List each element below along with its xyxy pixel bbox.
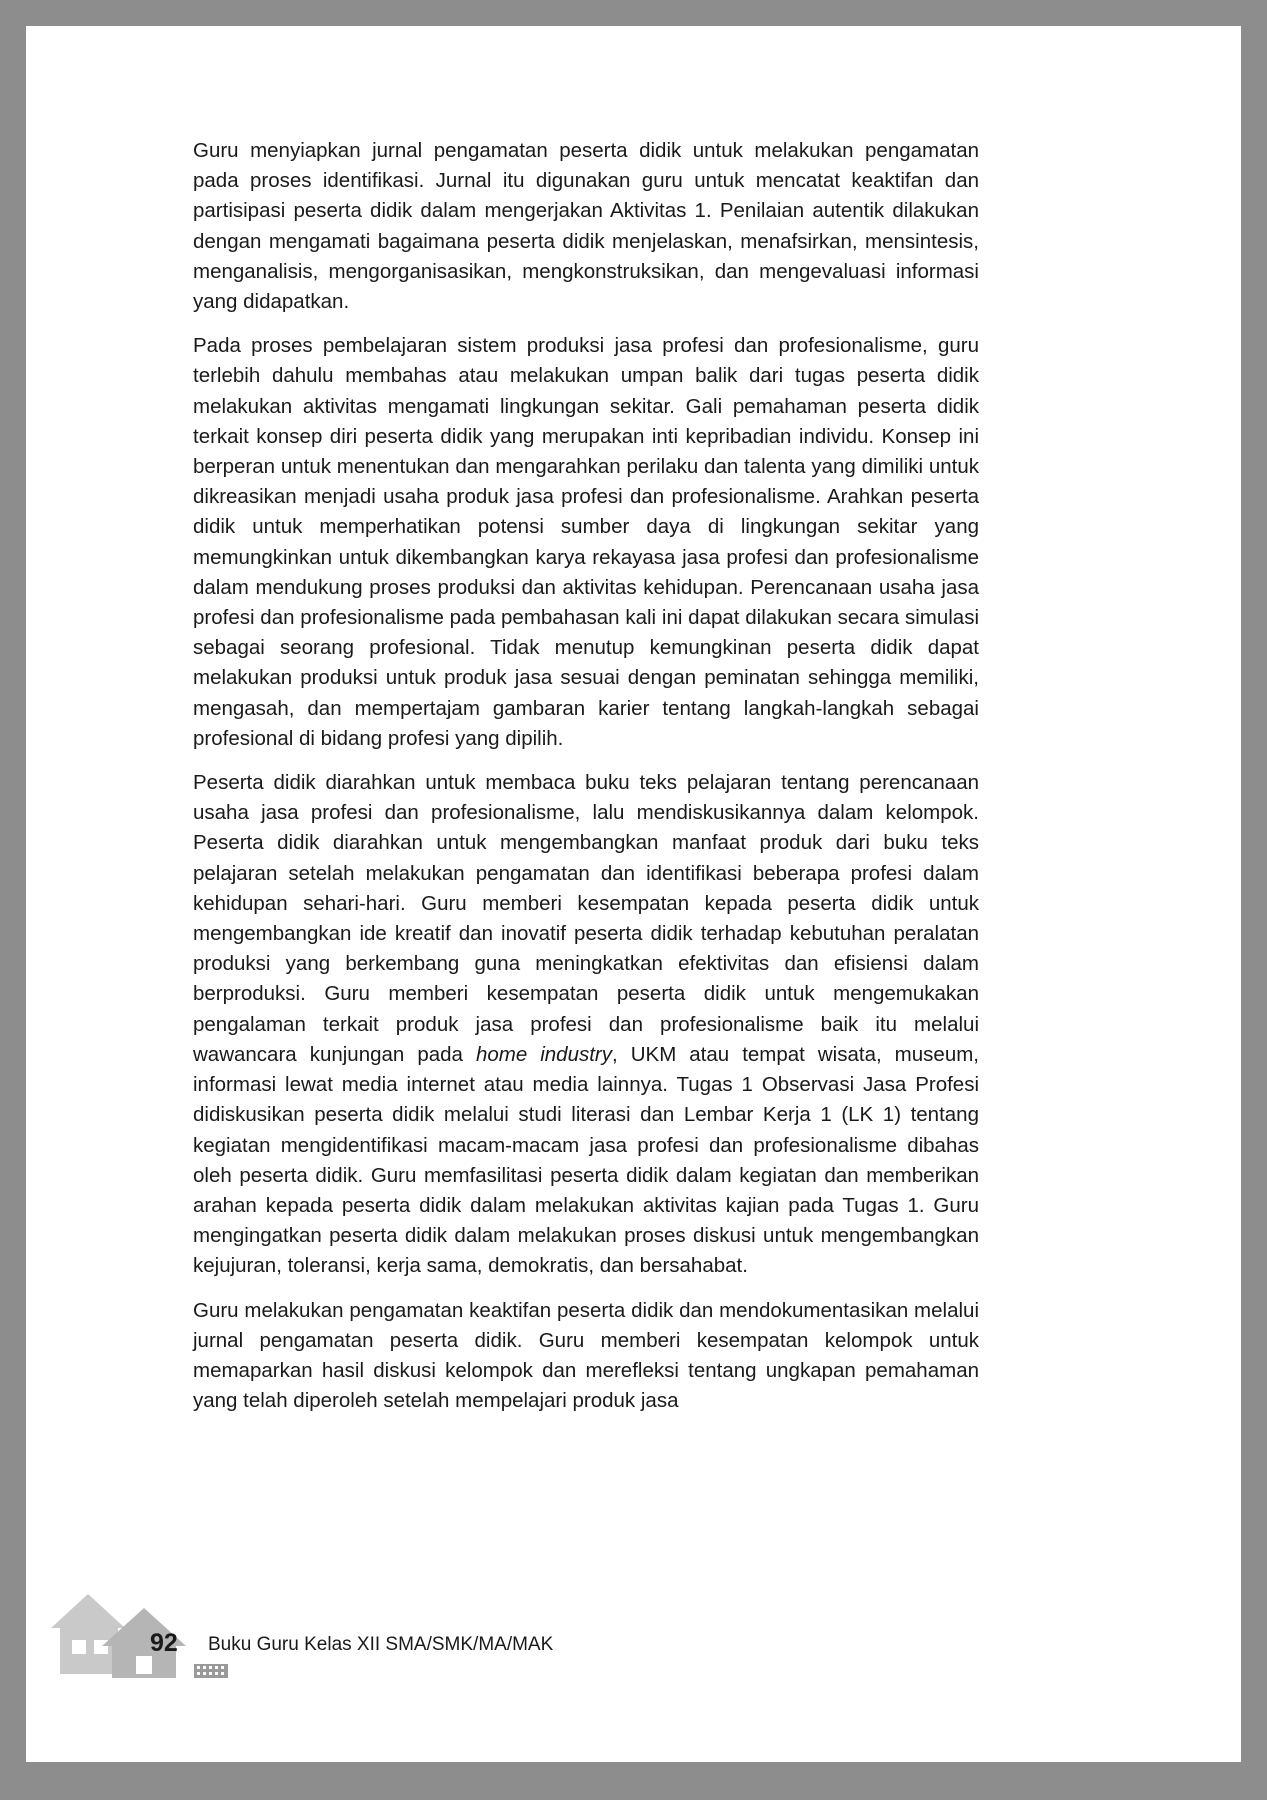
page-frame-left-bar [0,26,26,1762]
paragraph-4: Guru melakukan pengamatan keaktifan peserta didik dan mendokumentasikan melalui jurnal pengamatan peserta didik. Guru memberi kesempatan kelompok untuk memaparkan hasil diskusi kelompok dan merefleksi tentang ungkapan pemahaman yang telah diperoleh setelah mempelajari produk jasa [193,1298,979,1413]
page-number: 92 [150,1629,178,1657]
page-frame-top-bar [0,0,1267,26]
house-decoration-icon [46,1576,236,1686]
page-frame-bottom-bar [0,1762,1267,1800]
paragraph-3-italic-term: home industry [475,1042,613,1066]
paragraph-3-text-after-italic: , UKM atau tempat wisata, museum, informasi lewat media internet atau media lainnya. Tugas 1 Observasi Jasa Profesi didiskusikan peserta didik melalui studi literasi dan Lembar Kerja 1 (LK 1) tentang kegiatan mengidentifikasi macam-macam jasa profesi dan profesionalisme dibahas oleh peserta didik. Guru memfasilitasi peserta didik dalam kegiatan dan memberikan arahan kepada peserta didik dalam melakukan aktivitas kajian pada Tugas 1. Guru mengingatkan peserta didik dalam melakukan proses diskusi untuk mengembangkan kejujuran, toleransi, kerja sama, demokratis, dan bersahabat. [193,1042,979,1278]
footer-title: Buku Guru Kelas XII SMA/SMK/MA/MAK [208,1634,554,1655]
paragraph-3-text-before-italic: Peserta didik diarahkan untuk membaca buku teks pelajaran tentang perencanaan usaha jasa profesi dan profesionalisme, lalu mendiskusikannya dalam kelompok. Peserta didik diarahkan untuk mengembangkan manfaat produk dari buku teks pelajaran setelah melakukan pengamatan dan identifikasi beberapa profesi dalam kehidupan sehari-hari. Guru memberi kesempatan kepada peserta didik untuk mengembangkan ide kreatif dan inovatif peserta didik terhadap kebutuhan peralatan produksi yang berkembang guna meningkatkan efektivitas dan efisiensi dalam berproduksi. Guru memberi kesempatan peserta didik untuk mengemukakan pengalaman terkait produk jasa profesi dan profesionalisme baik itu melalui wawancara kunjungan pada [193,771,979,1066]
page-frame-right-bar [1241,26,1267,1762]
paragraph-1: Guru menyiapkan jurnal pengamatan peserta didik untuk melakukan pengamatan pada proses identifikasi. Jurnal itu digunakan guru untuk mencatat keaktifan dan partisipasi peserta didik dalam mengerjakan Aktivitas 1. Penilaian autentik dilakukan dengan mengamati bagaimana peserta didik menjelaskan, menafsirkan, mensintesis, menganalisis, mengorganisasikan, mengkonstruksikan, dan mengevaluasi informasi yang didapatkan. [193,139,979,314]
page-content [26,26,1241,1762]
body-text-column [193,136,979,1416]
paragraph-3 [193,768,979,1281]
page-footer [26,1594,1267,1724]
paragraph-2: Pada proses pembelajaran sistem produksi jasa profesi dan profesionalisme, guru terlebih dahulu membahas atau melakukan umpan balik dari tugas peserta didik melakukan aktivitas mengamati lingkungan sekitar. Gali pemahaman peserta didik terkait konsep diri peserta didik yang merupakan inti kepribadian individu. Konsep ini berperan untuk menentukan dan mengarahkan perilaku dan talenta yang dimiliki untuk dikreasikan menjadi usaha produk jasa profesi dan profesionalisme. Arahkan peserta didik untuk memperhatikan potensi sumber daya di lingkungan sekitar yang memungkinkan untuk dikembangkan karya rekayasa jasa profesi dan profesionalisme dalam mendukung proses produksi dan aktivitas kehidupan. Perencanaan usaha jasa profesi dan profesionalisme pada pembahasan kali ini dapat dilakukan secara simulasi sebagai seorang profesional. Tidak menutup kemungkinan peserta didik dapat melakukan produksi untuk produk jasa sesuai dengan peminatan sehingga memiliki, mengasah, dan mempertajam gambaran karier tentang langkah-langkah sebagai profesional di bidang profesi yang dipilih. [193,334,979,750]
